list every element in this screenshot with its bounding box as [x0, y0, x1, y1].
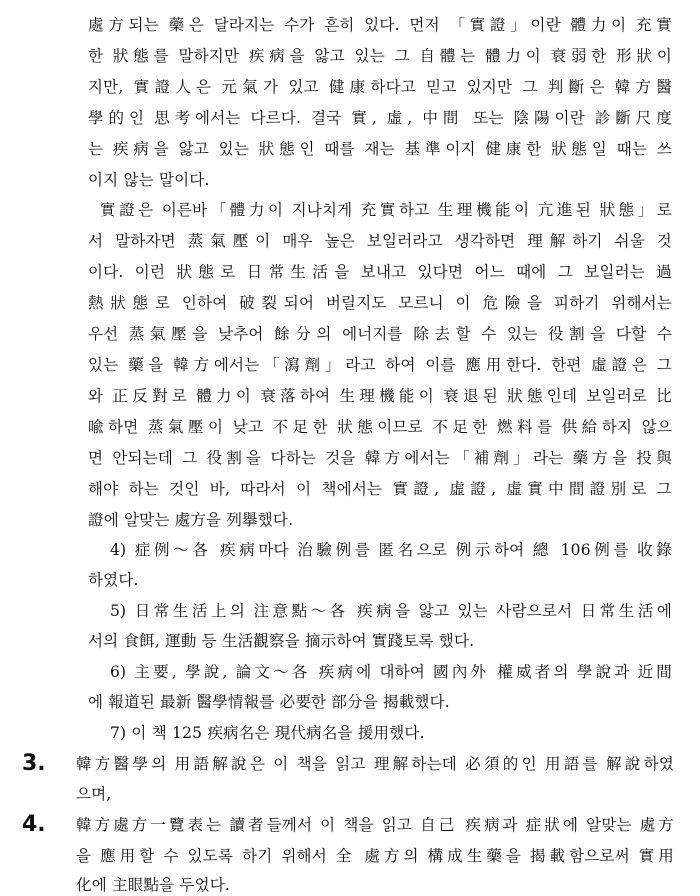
text-line: 해야 하는 것인 바, 따라서 이 책에서는 實證, 虛證, 虛實中間證別로 그: [88, 480, 672, 498]
text-line: 을 應用할 수 있도록 하기 위해서 全 處方의 構成生藥을 揭載함으로써 實用: [76, 847, 674, 865]
text-line: 韓方醫學의 用語解說은 이 책을 읽고 理解하는데 必須的인 用語를 解說하였: [76, 755, 674, 773]
text-line: 서의 食餌, 運動 등 生活觀察을 摘示하여 實踐토록 했다.: [88, 632, 475, 650]
text-line: 한 狀態를 말하지만 疾病을 앓고 있는 그 自體는 體力이 衰弱한 形狀이: [88, 47, 672, 65]
text-line: 면 안되는데 그 役割을 다하는 것을 韓方에서는「補劑」라는 藥方을 投與: [88, 449, 672, 467]
text-line: 에 報道된 最新 醫學情報를 必要한 部分을 揭載했다.: [88, 693, 450, 711]
text-line: 喩하면 蒸氣壓이 낮고 不足한 狀態이므로 不足한 燃料를 供給하지 않으: [88, 418, 672, 436]
text-line: 우선 蒸氣壓을 낮추어 餘分의 에너지를 除去할 수 있는 役割을 다할 수: [88, 325, 672, 343]
section-number-4: 4.: [22, 812, 46, 837]
list-item-4: 4) 症例～各 疾病마다 治驗例를 匿名으로 例示하여 總 106例를 收錄: [110, 541, 672, 559]
list-item-7: 7) 이 책 125 疾病名은 現代病名을 援用했다.: [110, 724, 425, 742]
text-line: 이지 않는 말이다.: [88, 171, 210, 189]
text-line: 서 말하자면 蒸氣壓이 매우 높은 보일러라고 생각하면 理解하기 쉬울 것: [88, 232, 672, 250]
text-line: 熱狀態로 인하여 破裂되어 버릴지도 모르니 이 危險을 피하기 위해서는: [88, 294, 672, 312]
text-line: 지만, 實證人은 元氣가 있고 健康하다고 믿고 있지만 그 判斷은 韓方醫: [88, 78, 672, 96]
text-line: 學的인 思考에서는 다르다. 결국 實, 虛, 中間 또는 陰陽이란 診斷尺度: [88, 109, 672, 127]
text-line: 와 正反對로 體力이 衰落하여 生理機能이 衰退된 狀態인데 보일러로 比: [88, 387, 672, 405]
text-line: 이다. 이런 狀態로 日常生活을 보내고 있다면 어느 때에 그 보일러는 過: [88, 263, 672, 281]
text-line: 하였다.: [88, 571, 139, 589]
text-line: 韓方處方一覽表는 讀者들께서 이 책을 읽고 自己 疾病과 症狀에 알맞는 處方: [76, 816, 674, 834]
text-line: 證에 알맞는 處方을 列擧했다.: [88, 511, 294, 529]
text-line: 處方되는 藥은 달라지는 수가 흔히 있다. 먼저 「實證」이란 體力이 充實: [88, 16, 672, 34]
text-line: 實證은 이른바「體力이 지나치게 充實하고 生理機能이 亢進된 狀態」로: [100, 201, 672, 219]
text-line: 으며,: [76, 785, 112, 803]
text-line: 化에 主眼點을 두었다.: [76, 876, 231, 894]
section-number-3: 3.: [22, 751, 46, 776]
list-item-5: 5) 日常生活上의 注意點～各 疾病을 앓고 있는 사람으로서 日常生活에: [110, 602, 672, 620]
text-line: 는 疾病을 앓고 있는 狀態인 때를 재는 基準이지 健康한 狀態일 때는 쓰: [88, 140, 672, 158]
text-line: 있는 藥을 韓方에서는「瀉劑」라고 하여 이를 應用한다. 한편 虛證은 그: [88, 356, 672, 374]
list-item-6: 6) 主要, 學說, 論文～各 疾病에 대하여 國內外 權威者의 學說과 近間: [110, 663, 672, 681]
